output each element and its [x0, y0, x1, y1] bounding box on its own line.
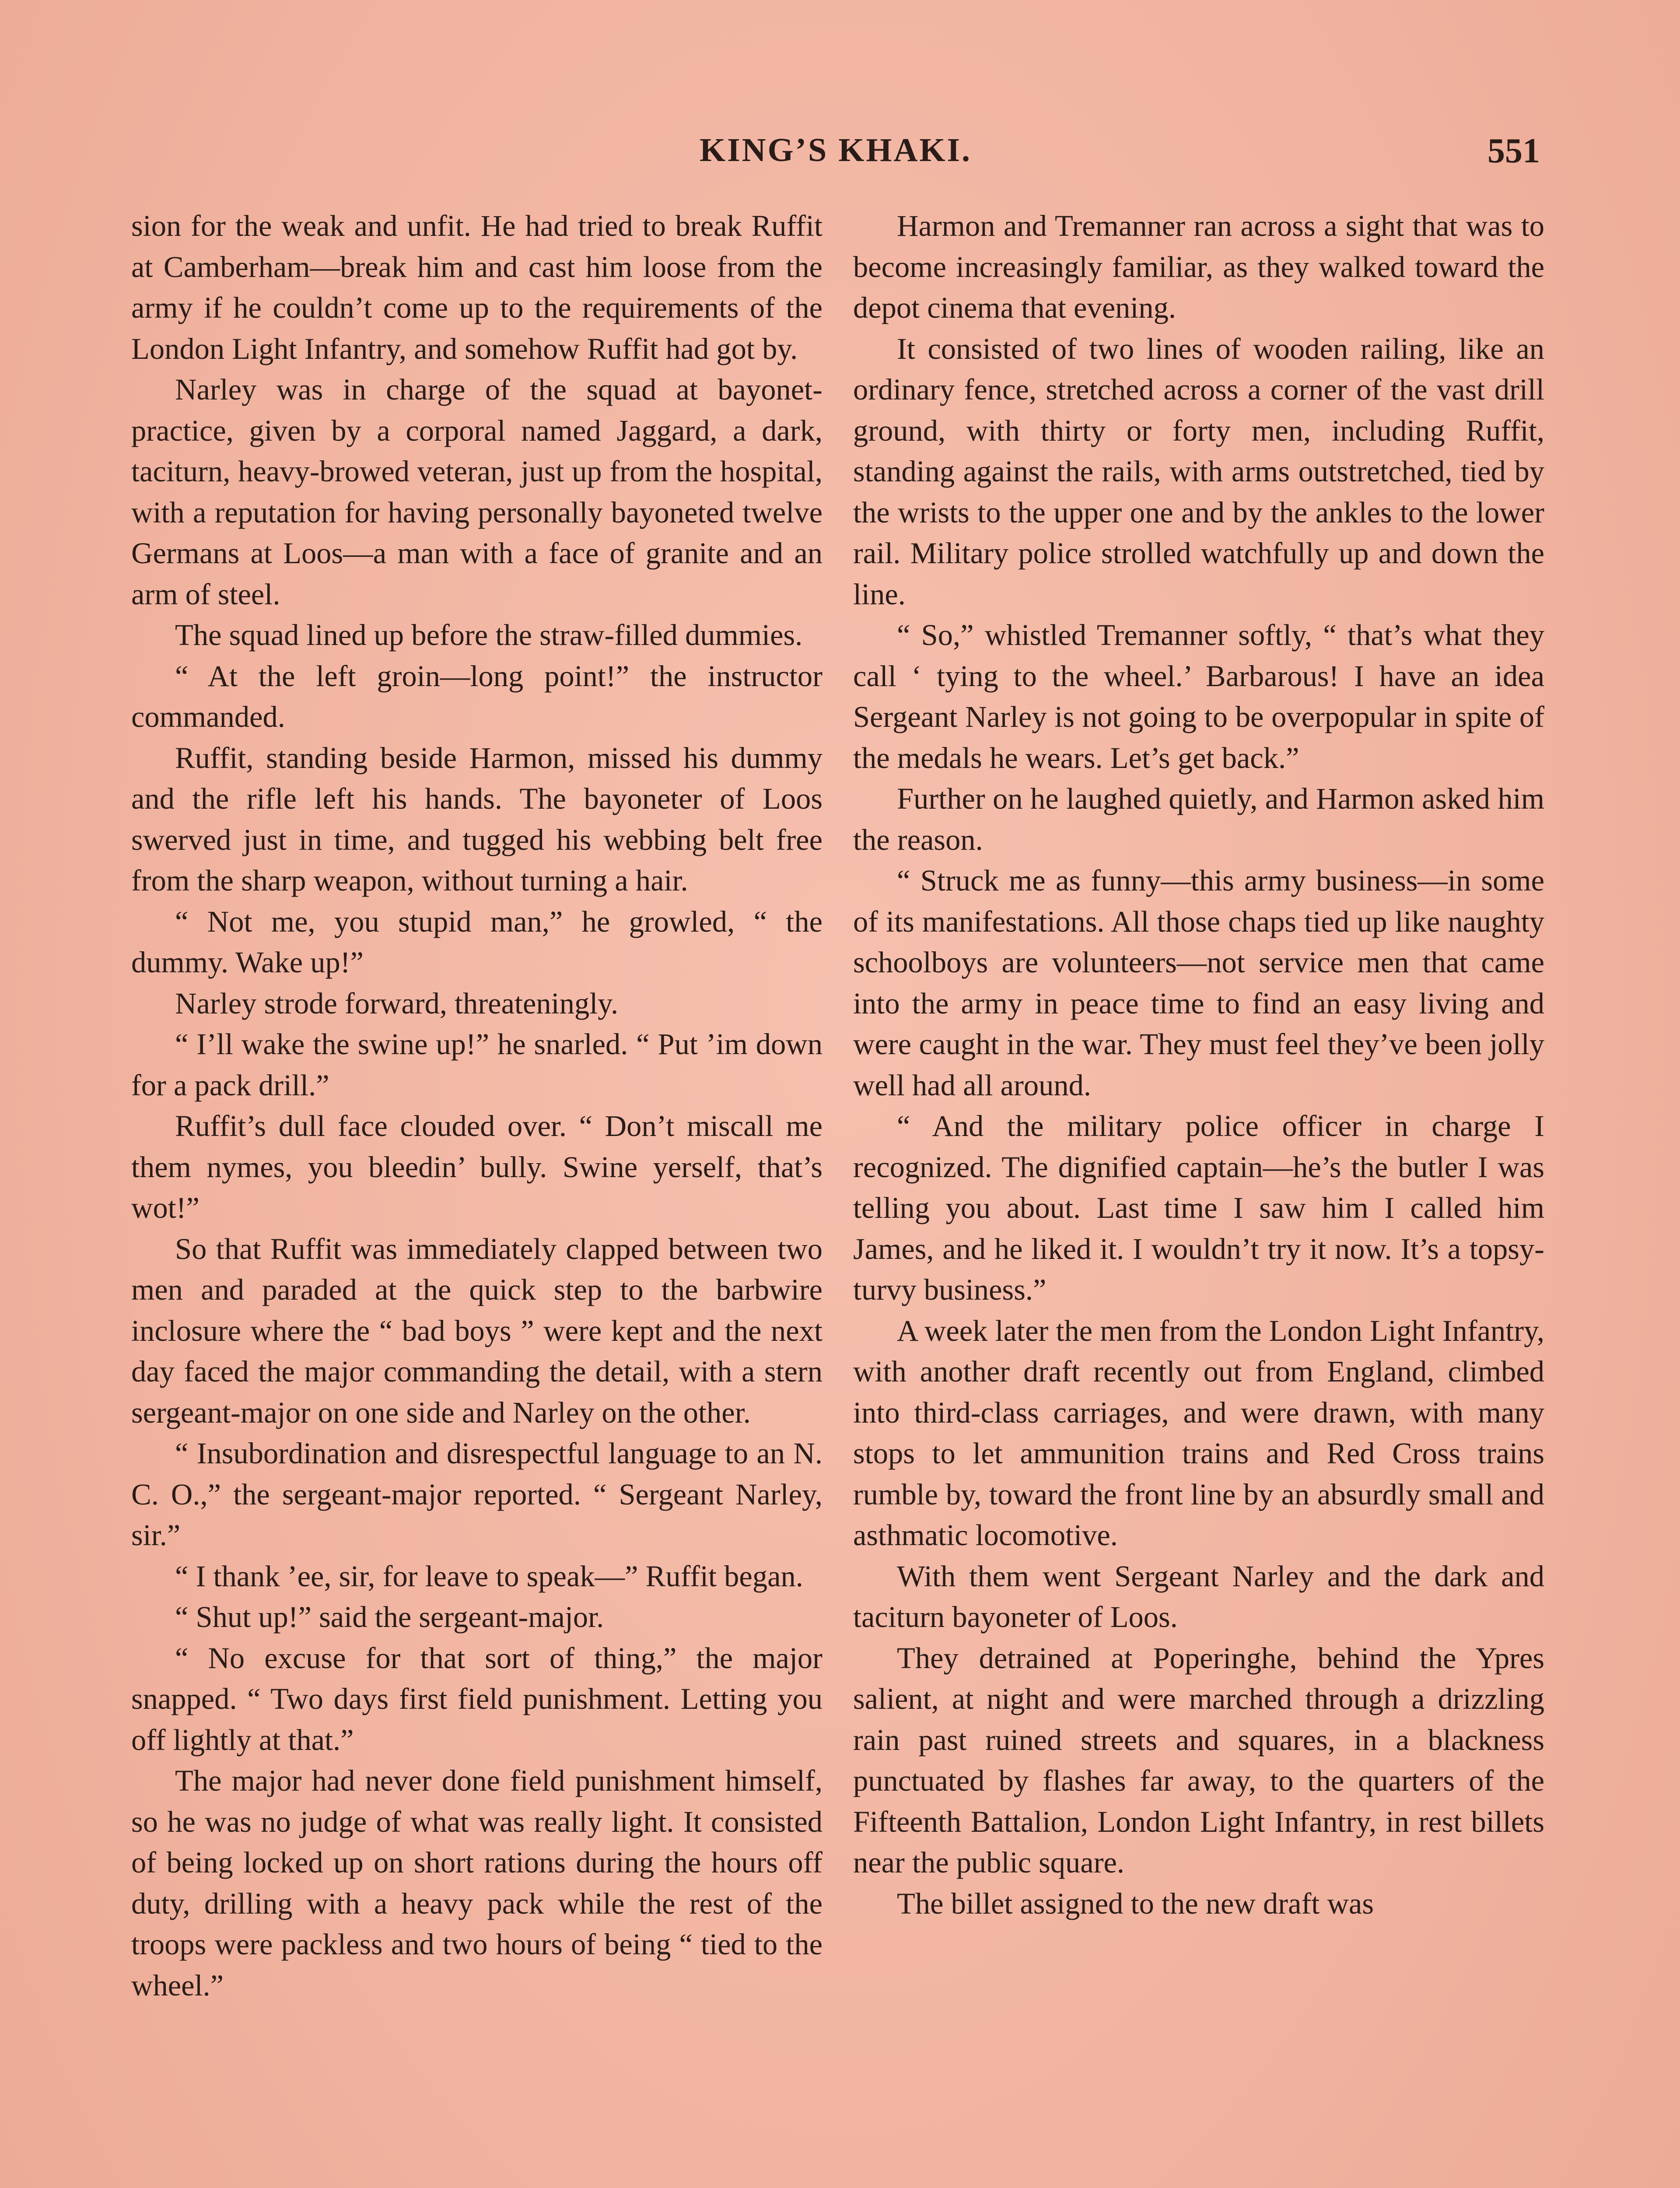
- paragraph: “ So,” whistled Tremanner softly, “ that’s what they call ‘ tying to the wheel.’ Barbarous! I have an idea Sergeant Narley is not going to be overpopular in spite of the medals he wears. Let’s get back.”: [853, 618, 1544, 775]
- right-column: [853, 206, 1544, 1924]
- paragraph: So that Ruffit was immediately clapped between two men and paraded at the quick step to the barbwire inclosure where the “ bad boys ” were kept and the next day faced the major commanding the detail, with a stern sergeant-major on one side and Narley on the other.: [131, 1232, 822, 1429]
- paragraph: Harmon and Tremanner ran across a sight that was to become increasingly familiar, as they walked toward the depot cinema that evening.: [853, 209, 1544, 324]
- paragraph: sion for the weak and unfit. He had tried to break Ruffit at Camberham—break him and cast him loose from the army if he couldn’t come up to the requirements of the London Light Infantry, and somehow Ruffit had got by.: [131, 209, 822, 365]
- left-column: [131, 206, 822, 2006]
- paragraph: The major had never done field punishment himself, so he was no judge of what was really light. It consisted of being locked up on short rations during the hours off duty, drilling with a heavy pack while the rest of the troops were packless and two hours of being “ tied to the wheel.”: [131, 1764, 822, 2002]
- paragraph: “ And the military police officer in charge I recognized. The dignified captain—he’s the butler I was telling you about. Last time I saw him I called him James, and he liked it. I wouldn’t try it now. It’s a topsy-turvy business.”: [853, 1109, 1544, 1306]
- page-number: 551: [1488, 132, 1540, 170]
- running-title: KING’S KHAKI.: [699, 132, 972, 168]
- paragraph: Narley was in charge of the squad at bayonet-practice, given by a corporal named Jaggard, a dark, taciturn, heavy-browed veteran, just up from the hospital, with a reputation for having personally bayoneted twelve Germans at Loos—a man with a face of granite and an arm of steel.: [131, 373, 822, 611]
- paragraph: The billet assigned to the new draft was: [897, 1886, 1374, 1920]
- paragraph: Further on he laughed quietly, and Harmon asked him the reason.: [853, 782, 1544, 856]
- paragraph: “ At the left groin—long point!” the instructor commanded.: [131, 659, 822, 733]
- paragraph: A week later the men from the London Light Infantry, with another draft recently out from England, climbed into third-class carriages, and were drawn, with many stops to let ammunition trains and Red Cross trains rumble by, toward the front line by an absurdly small and asthmatic locomotive.: [853, 1314, 1544, 1552]
- paragraph: It consisted of two lines of wooden railing, like an ordinary fence, stretched across a corner of the vast drill ground, with thirty or forty men, including Ruffit, standing against the rails, with arms outstretched, tied by the wrists to the upper one and by the ankles to the lower rail. Military police strolled watchfully up and down the line.: [853, 332, 1544, 611]
- paragraph: “ Insubordination and disrespectful language to an N. C. O.,” the sergeant-major reported. “ Sergeant Narley, sir.”: [131, 1437, 822, 1552]
- paragraph: “ Not me, you stupid man,” he growled, “ the dummy. Wake up!”: [131, 905, 822, 979]
- paragraph: The squad lined up before the straw-filled dummies.: [175, 618, 803, 652]
- paragraph: “ Shut up!” said the sergeant-major.: [175, 1600, 604, 1634]
- paragraph: Narley strode forward, threateningly.: [175, 986, 619, 1020]
- paragraph: “ Struck me as funny—this army business—in some of its manifestations. All those chaps tied up like naughty schoolboys are volunteers—not service men that came into the army in peace time to find an easy living and were caught in the war. They must feel they’ve been jolly well had all around.: [853, 864, 1544, 1102]
- page-header: [131, 131, 1540, 179]
- paragraph: “ No excuse for that sort of thing,” the major snapped. “ Two days first field punishment. Letting you off lightly at that.”: [131, 1641, 822, 1757]
- paragraph: They detrained at Poperinghe, behind the Ypres salient, at night and were marched through a drizzling rain past ruined streets and squares, in a blackness punctuated by flashes far away, to the quarters of the Fifteenth Battalion, London Light Infantry, in rest billets near the public square.: [853, 1641, 1544, 1879]
- paragraph: “ I thank ’ee, sir, for leave to speak—” Ruffit began.: [175, 1559, 803, 1593]
- paragraph: “ I’ll wake the swine up!” he snarled. “ Put ’im down for a pack drill.”: [131, 1027, 822, 1102]
- paragraph: Ruffit, standing beside Harmon, missed his dummy and the rifle left his hands. The bayoneter of Loos swerved just in time, and tugged his webbing belt free from the sharp weapon, without turning a hair.: [131, 741, 822, 897]
- paragraph: Ruffit’s dull face clouded over. “ Don’t miscall me them nymes, you bleedin’ bully. Swine yerself, that’s wot!”: [131, 1109, 822, 1224]
- paragraph: With them went Sergeant Narley and the dark and taciturn bayoneter of Loos.: [853, 1559, 1544, 1634]
